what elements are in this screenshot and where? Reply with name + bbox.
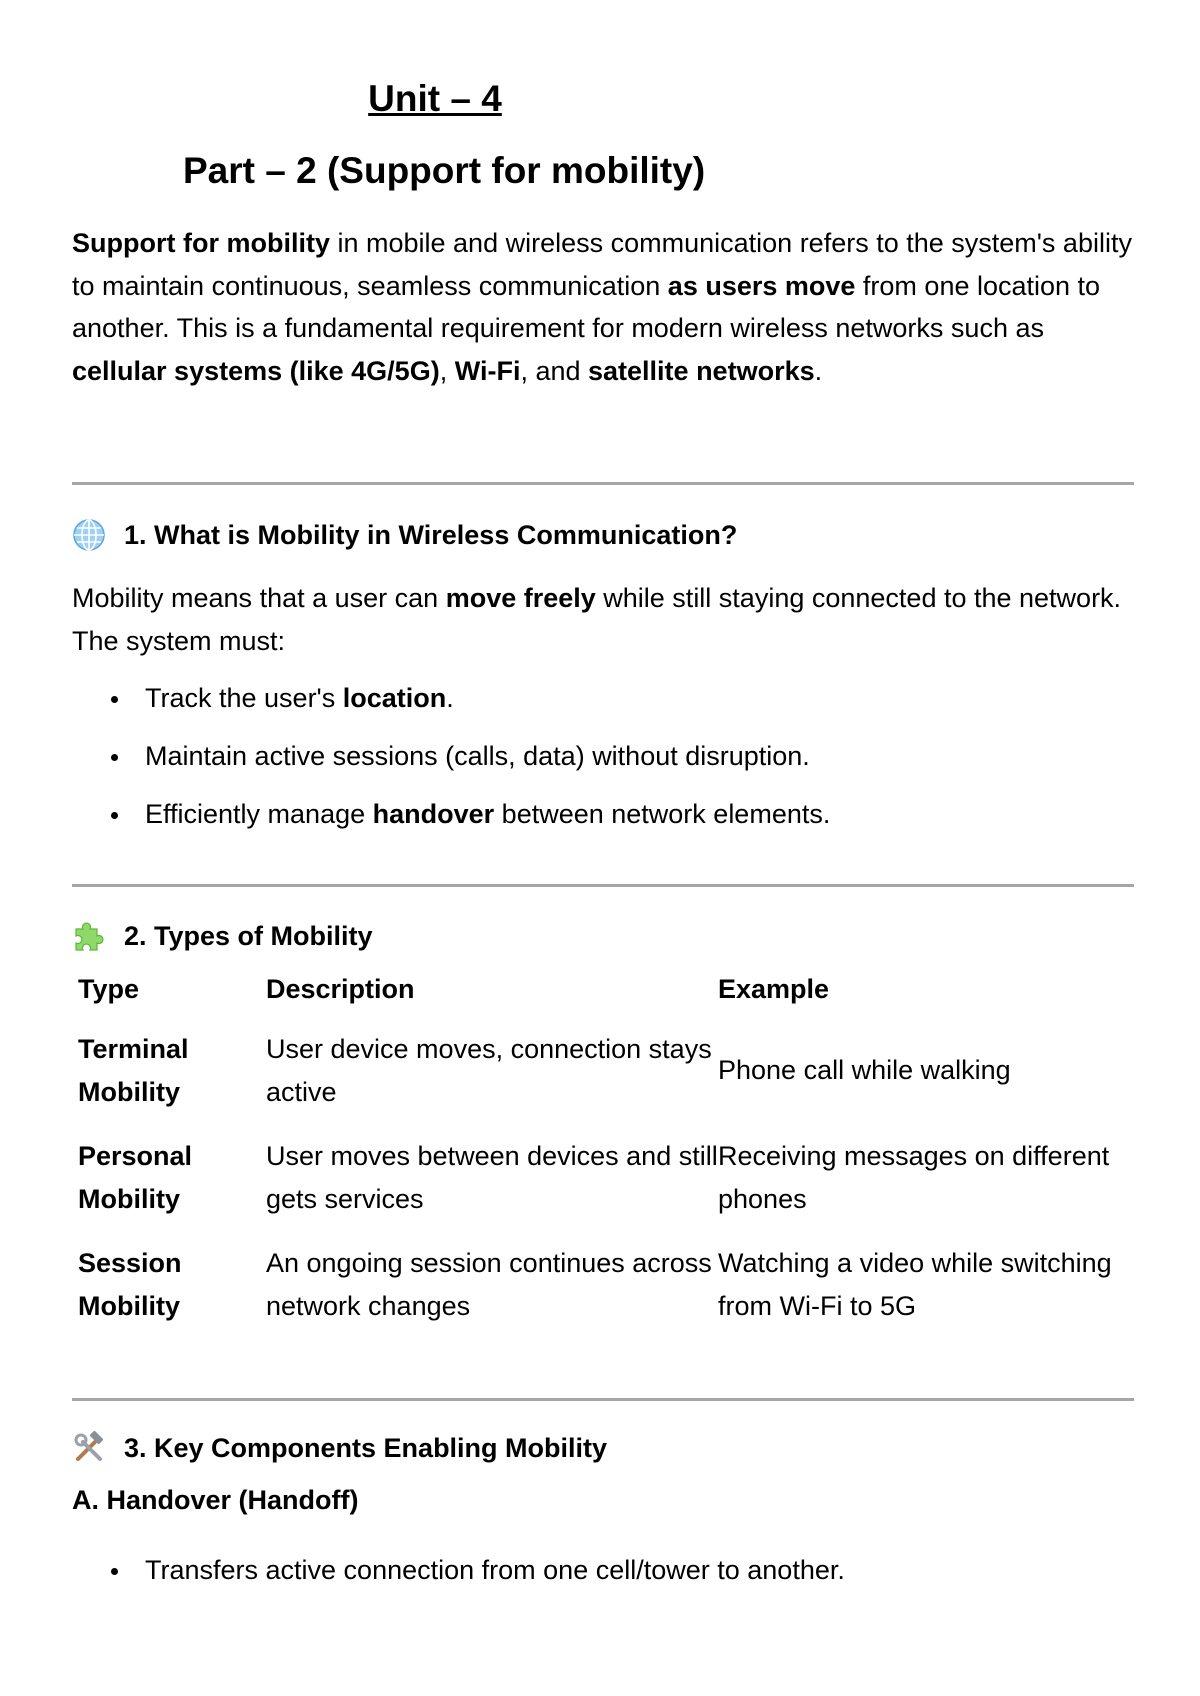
puzzle-icon [72, 919, 106, 953]
table-row [72, 1242, 1138, 1349]
column-header: Type [78, 974, 140, 1004]
table-header-row [72, 968, 1138, 1028]
section1-bold-term: move freely [445, 583, 596, 613]
table-row [72, 1028, 1138, 1135]
table-cell: Phone call while walking [718, 1055, 1011, 1086]
intro-bold-term: satellite networks [588, 355, 815, 386]
list-item: Maintain active sessions (calls, data) without disruption. [100, 727, 1130, 785]
intro-bold-term: Support for mobility [72, 228, 330, 258]
table-cell: User device moves, connection stays active [266, 1034, 712, 1107]
list-item: Transfers active connection from one cell/tower to another. [100, 1541, 1130, 1599]
intro-text: , [439, 355, 455, 386]
intro-text: from one location to another. This is a fundamental requirement for modern wireless networks such as [72, 270, 1101, 343]
section3-title: 3. Key Components Enabling Mobility [124, 1432, 608, 1463]
column-header: Description [266, 974, 415, 1004]
table-cell: Receiving messages on different phones [718, 1141, 1110, 1214]
section1-text: while still staying connected to the network. The system must: [72, 583, 1122, 656]
section1-bullet-list [100, 669, 1130, 843]
section-divider [72, 1398, 1134, 1401]
section1-title: 1. What is Mobility in Wireless Communication? [124, 519, 738, 550]
table-cell: Terminal Mobility [78, 1034, 189, 1107]
unit-title: Unit – 4 [368, 78, 502, 119]
section1-text: Mobility means that a user can [72, 583, 446, 613]
part-title: Part – 2 (Support for mobility) [183, 150, 706, 191]
list-item: Efficiently manage handover between network elements. [100, 785, 1130, 843]
handover-subheading: A. Handover (Handoff) [72, 1485, 359, 1515]
intro-paragraph [72, 222, 1132, 392]
list-item: Track the user's location. [100, 669, 1130, 727]
table-cell: User moves between devices and still gets services [266, 1141, 718, 1214]
table-cell: Session Mobility [78, 1248, 182, 1321]
table-row [72, 1135, 1138, 1242]
intro-bold-term: cellular systems (like 4G/5G) [72, 355, 440, 386]
section1-heading [72, 518, 737, 552]
intro-text: . [814, 355, 823, 386]
table-cell: An ongoing session continues across network changes [266, 1248, 712, 1321]
section1-paragraph [72, 577, 1132, 662]
section2-heading [72, 919, 373, 953]
section3-bullet-list [100, 1541, 1130, 1599]
section2-title: 2. Types of Mobility [124, 920, 373, 951]
intro-text: in mobile and wireless communication refers to the system's ability to maintain continuous, seamless communication [72, 228, 1132, 301]
section3-heading [72, 1431, 607, 1465]
table-cell: Watching a video while switching from Wi-Fi to 5G [718, 1248, 1112, 1321]
intro-text: , and [520, 355, 589, 386]
intro-bold-term: Wi-Fi [454, 355, 521, 386]
table-cell: Personal Mobility [78, 1141, 193, 1214]
globe-icon [72, 518, 106, 552]
section-divider [72, 482, 1134, 485]
section-divider [72, 884, 1134, 887]
hammer-wrench-icon [72, 1431, 106, 1465]
mobility-types-table [72, 968, 1138, 1349]
intro-bold-term: as users move [667, 270, 856, 301]
column-header: Example [718, 974, 830, 1004]
